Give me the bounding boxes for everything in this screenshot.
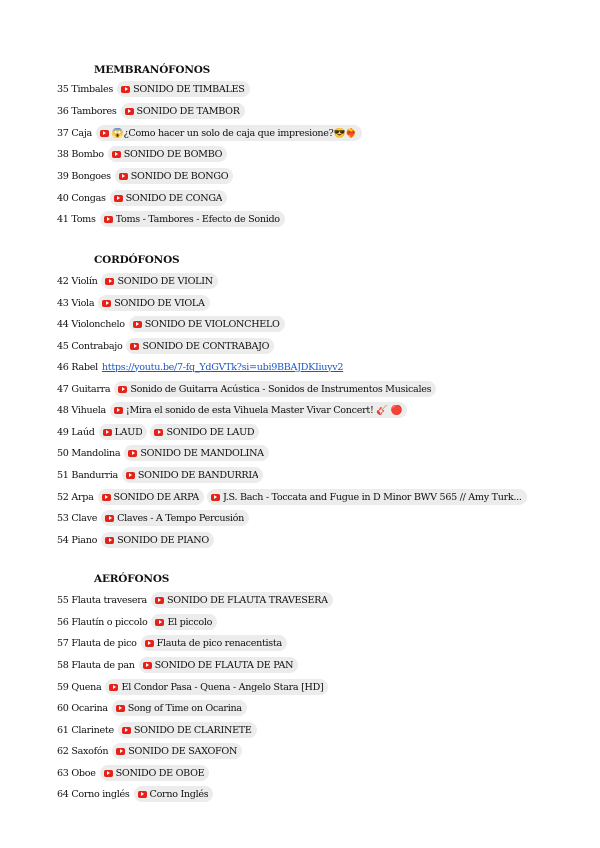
video-link[interactable]: https://youtu.be/7-fq_YdGVTk?si=ubi9BBAJDKIiuyv2	[101, 361, 344, 373]
youtube-icon	[102, 300, 111, 307]
instrument-label: 35 Timbales	[57, 83, 114, 95]
youtube-icon	[105, 537, 114, 544]
youtube-chip[interactable]	[99, 424, 148, 440]
instrument-row	[57, 210, 285, 228]
youtube-icon	[130, 343, 139, 350]
chip-title: SONIDO DE BONGO	[130, 170, 229, 182]
chip-title: SONIDO DE FLAUTA DE PAN	[154, 659, 294, 671]
youtube-icon	[102, 494, 111, 501]
youtube-icon	[103, 429, 112, 436]
youtube-chip[interactable]	[98, 295, 209, 311]
youtube-chip[interactable]	[101, 510, 249, 526]
youtube-chip[interactable]	[122, 467, 264, 483]
instrument-row	[57, 466, 263, 484]
chip-title: SONIDO DE BOMBO	[123, 148, 223, 160]
youtube-icon	[105, 515, 114, 522]
instrument-row	[57, 272, 218, 290]
instrument-label: 37 Caja	[57, 127, 92, 139]
chip-title: SONIDO DE VIOLONCHELO	[144, 318, 280, 330]
chip-title: SONIDO DE VIOLA	[114, 297, 205, 309]
youtube-icon	[155, 597, 164, 604]
youtube-chip[interactable]	[100, 211, 285, 227]
youtube-icon	[119, 173, 128, 180]
youtube-chip[interactable]	[150, 424, 259, 440]
youtube-chip[interactable]	[121, 103, 245, 119]
chip-title: SONIDO DE FLAUTA TRAVESERA	[166, 594, 328, 606]
instrument-row	[57, 189, 227, 207]
youtube-icon	[155, 619, 164, 626]
instrument-row	[57, 742, 242, 760]
chip-title: Claves - A Tempo Percusión	[117, 512, 244, 524]
chip-title: SONIDO DE TAMBOR	[136, 105, 240, 117]
youtube-icon	[128, 450, 137, 457]
youtube-chip[interactable]	[112, 700, 247, 716]
youtube-icon	[143, 662, 152, 669]
youtube-icon	[109, 684, 118, 691]
instrument-label: 40 Congas	[57, 192, 106, 204]
instrument-row	[57, 124, 362, 142]
youtube-chip[interactable]	[114, 381, 436, 397]
chip-title: SONIDO DE SAXOFON	[128, 745, 238, 757]
youtube-chip[interactable]	[115, 168, 234, 184]
youtube-icon	[125, 108, 134, 115]
instrument-label: 58 Flauta de pan	[57, 659, 135, 671]
instrument-row	[57, 634, 287, 652]
youtube-chip[interactable]	[96, 125, 362, 141]
instrument-row	[57, 294, 210, 312]
youtube-chip[interactable]	[151, 614, 217, 630]
instrument-row	[57, 656, 298, 674]
instrument-row	[57, 315, 285, 333]
instrument-label: 41 Toms	[57, 213, 96, 225]
instrument-row	[57, 423, 259, 441]
youtube-icon	[121, 86, 130, 93]
youtube-chip[interactable]	[105, 679, 328, 695]
chip-title: Song of Time on Ocarina	[127, 702, 242, 714]
instrument-row	[57, 380, 436, 398]
instrument-label: 50 Mandolina	[57, 447, 121, 459]
instrument-label: 44 Violonchelo	[57, 318, 125, 330]
instrument-label: 46 Rabel	[57, 361, 98, 373]
youtube-chip[interactable]	[98, 489, 204, 505]
youtube-icon	[145, 640, 154, 647]
youtube-chip[interactable]	[139, 657, 299, 673]
instrument-label: 59 Quena	[57, 681, 102, 693]
instrument-label: 38 Bombo	[57, 148, 104, 160]
youtube-chip[interactable]	[118, 722, 257, 738]
chip-title: SONIDO DE VIOLIN	[117, 275, 213, 287]
chip-title: SONIDO DE TIMBALES	[133, 83, 245, 95]
instrument-row	[57, 401, 407, 419]
instrument-label: 51 Bandurria	[57, 469, 118, 481]
youtube-chip[interactable]	[108, 146, 227, 162]
chip-title: SONIDO DE PIANO	[117, 534, 209, 546]
youtube-icon	[116, 748, 125, 755]
chip-title: SONIDO DE CONGA	[125, 192, 223, 204]
instrument-row	[57, 358, 343, 376]
instrument-row	[57, 721, 257, 739]
youtube-chip[interactable]	[110, 402, 407, 418]
youtube-chip[interactable]	[141, 635, 287, 651]
youtube-icon	[112, 151, 121, 158]
youtube-icon	[126, 472, 135, 479]
instrument-row	[57, 591, 333, 609]
section-title-membranofonos: MEMBRANÓFONOS	[94, 64, 211, 76]
youtube-icon	[100, 130, 109, 137]
instrument-label: 52 Arpa	[57, 491, 94, 503]
chip-title: Toms - Tambores - Efecto de Sonido	[115, 213, 280, 225]
chip-title: Sonido de Guitarra Acústica - Sonidos de Instrumentos Musicales	[130, 383, 432, 395]
instrument-label: 54 Piano	[57, 534, 98, 546]
instrument-label: 63 Oboe	[57, 767, 96, 779]
instrument-label: 43 Viola	[57, 297, 95, 309]
youtube-chip[interactable]	[207, 489, 527, 505]
youtube-icon	[104, 770, 113, 777]
chip-title: El Condor Pasa - Quena - Angelo Stara [HD]	[121, 681, 324, 693]
youtube-chip[interactable]	[117, 81, 250, 97]
youtube-icon	[138, 791, 147, 798]
youtube-icon	[114, 407, 123, 414]
youtube-icon	[133, 321, 142, 328]
youtube-icon	[114, 195, 123, 202]
youtube-chip[interactable]	[101, 273, 217, 289]
youtube-chip[interactable]	[134, 786, 214, 802]
chip-title: SONIDO DE ARPA	[113, 491, 199, 503]
chip-title: SONIDO DE OBOE	[115, 767, 205, 779]
instrument-row	[57, 337, 274, 355]
instrument-label: 57 Flauta de pico	[57, 637, 137, 649]
instrument-label: 39 Bongoes	[57, 170, 111, 182]
instrument-label: 62 Saxofón	[57, 745, 109, 757]
instrument-row	[57, 80, 250, 98]
instrument-label: 49 Laúd	[57, 426, 95, 438]
youtube-chip[interactable]	[129, 316, 285, 332]
chip-title: SONIDO DE CONTRABAJO	[142, 340, 270, 352]
instrument-row	[57, 678, 328, 696]
chip-title: LAUD	[114, 426, 143, 438]
instrument-label: 42 Violín	[57, 275, 98, 287]
youtube-icon	[122, 727, 131, 734]
section-title-aerofonos: AERÓFONOS	[94, 573, 170, 585]
instrument-row	[57, 102, 245, 120]
youtube-icon	[116, 705, 125, 712]
instrument-label: 36 Tambores	[57, 105, 117, 117]
youtube-icon	[104, 216, 113, 223]
youtube-chip[interactable]	[126, 338, 274, 354]
youtube-chip[interactable]	[124, 445, 268, 461]
instrument-label: 53 Clave	[57, 512, 98, 524]
youtube-chip[interactable]	[100, 765, 210, 781]
chip-title: SONIDO DE BANDURRIA	[137, 469, 259, 481]
instrument-label: 48 Vihuela	[57, 404, 106, 416]
instrument-label: 61 Clarinete	[57, 724, 114, 736]
youtube-icon	[105, 278, 114, 285]
youtube-chip[interactable]	[110, 190, 228, 206]
chip-title: SONIDO DE MANDOLINA	[140, 447, 264, 459]
instrument-row	[57, 145, 227, 163]
instrument-row	[57, 613, 217, 631]
instrument-row	[57, 785, 213, 803]
instrument-row	[57, 509, 249, 527]
instrument-row	[57, 167, 233, 185]
chip-title: El piccolo	[167, 616, 213, 628]
instrument-label: 56 Flautín o piccolo	[57, 616, 148, 628]
instrument-label: 60 Ocarina	[57, 702, 108, 714]
instrument-row	[57, 444, 269, 462]
chip-title: J.S. Bach - Toccata and Fugue in D Minor BWV 565 // Amy Turk...	[222, 491, 522, 503]
instrument-label: 45 Contrabajo	[57, 340, 123, 352]
youtube-chip[interactable]	[101, 532, 214, 548]
chip-title: SONIDO DE LAUD	[166, 426, 255, 438]
chip-title: 😱¿Como hacer un solo de caja que impresione?😎❤️‍🔥	[111, 127, 357, 139]
section-title-cordofonos: CORDÓFONOS	[94, 254, 180, 266]
instrument-row	[57, 764, 209, 782]
youtube-icon	[118, 386, 127, 393]
chip-title: Corno Inglés	[149, 788, 209, 800]
instrument-label: 64 Corno inglés	[57, 788, 130, 800]
instrument-row	[57, 699, 247, 717]
chip-title: ¡Mira el sonido de esta Vihuela Master Vivar Concert! 🎸 🔴	[125, 404, 403, 416]
youtube-icon	[211, 494, 220, 501]
youtube-chip[interactable]	[151, 592, 333, 608]
instrument-label: 55 Flauta travesera	[57, 594, 147, 606]
youtube-chip[interactable]	[112, 743, 242, 759]
instrument-label: 47 Guitarra	[57, 383, 111, 395]
chip-title: SONIDO DE CLARINETE	[133, 724, 252, 736]
youtube-icon	[154, 429, 163, 436]
instrument-row	[57, 488, 527, 506]
instrument-row	[57, 531, 214, 549]
chip-title: Flauta de pico renacentista	[156, 637, 282, 649]
